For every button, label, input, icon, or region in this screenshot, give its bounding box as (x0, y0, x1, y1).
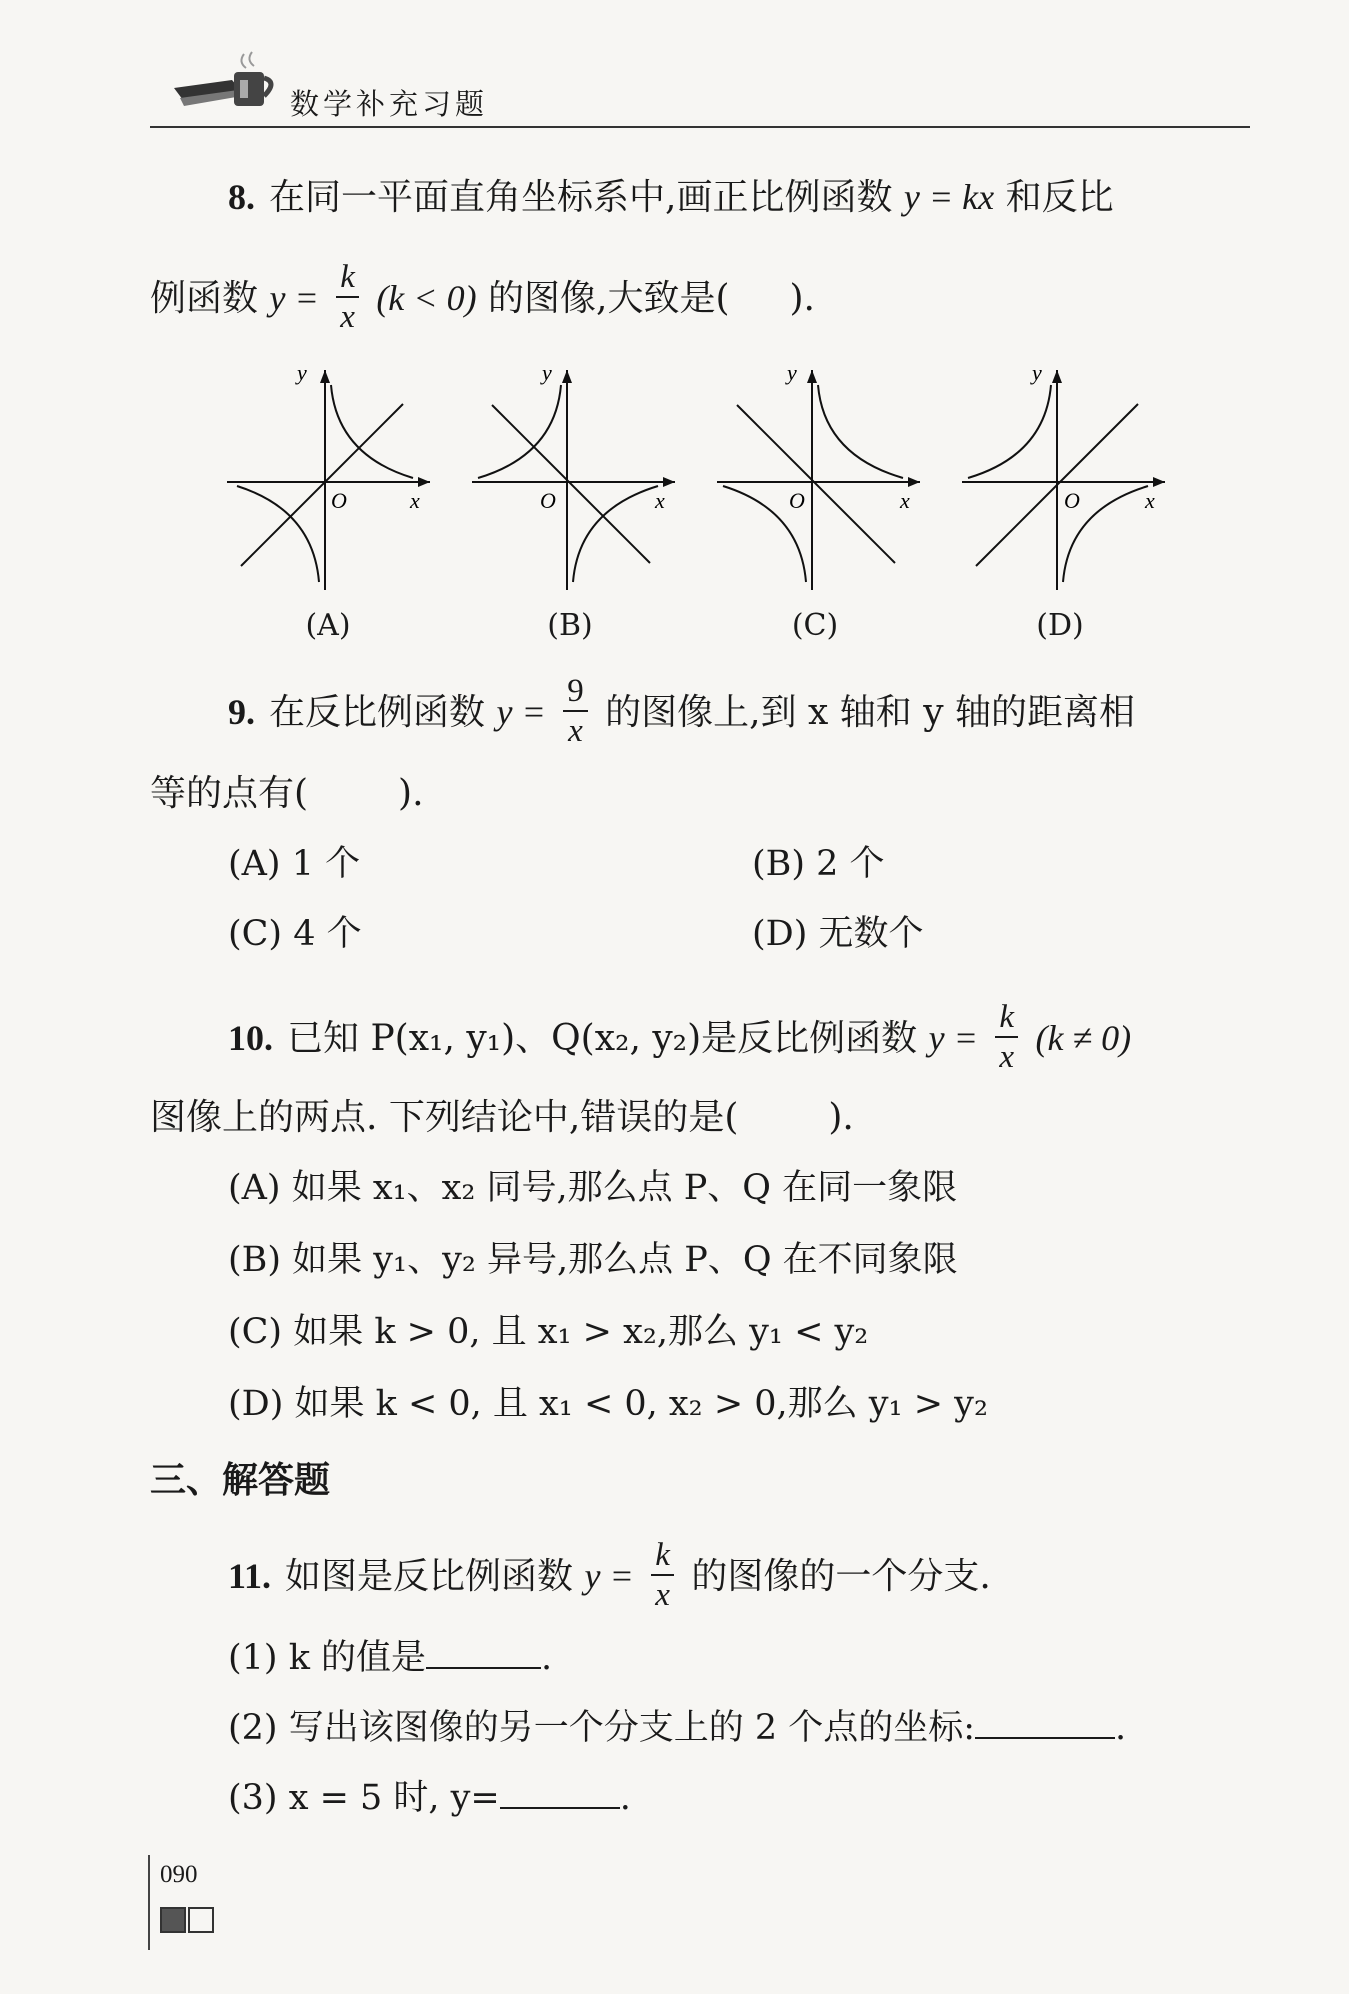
q9-option-c[interactable]: (C) 4 个 (228, 914, 362, 954)
answer-blank[interactable] (426, 1637, 541, 1669)
q11-sub2: (2) 写出该图像的另一个分支上的 2 个点的坐标: . (228, 1708, 1127, 1748)
q10-line1: 10. 已知 P(x₁, y₁)、Q(x₂, y₂)是反比例函数 y = $\frac{k}{x}$ (k ≠ 0) (228, 999, 1132, 1075)
graph-b-x-label: x (655, 488, 665, 513)
q10-line2: 图像上的两点. 下列结论中,错误的是( ). (150, 1097, 854, 1138)
fraction-9-over-x: $\frac{9}{x}$ (563, 672, 588, 750)
q9-line2: 等的点有( ). (150, 773, 424, 814)
q9-number: 9. (228, 692, 255, 732)
answer-blank[interactable] (975, 1707, 1115, 1739)
graph-a-origin: O (331, 488, 347, 513)
graph-a-y-label: y (297, 360, 307, 385)
graph-a[interactable] (225, 360, 435, 600)
graph-d[interactable] (960, 360, 1170, 600)
graph-a-label: (A) (305, 608, 351, 643)
q9-option-a[interactable]: (A) 1 个 (228, 844, 361, 884)
fraction-k-over-x: $\frac{k}{x}$ (336, 258, 359, 336)
graph-c-label: (C) (791, 608, 839, 643)
book-and-cup-icon (172, 50, 282, 120)
page-number: 090 (160, 1861, 198, 1888)
footer-bar (148, 1855, 150, 1950)
q9-option-d[interactable]: (D) 无数个 (752, 914, 924, 954)
graph-d-label: (D) (1036, 608, 1084, 643)
graph-d-plot (960, 360, 1170, 600)
q11-number: 11. (228, 1556, 272, 1596)
graph-c-x-label: x (900, 488, 910, 513)
graph-a-x-label: x (410, 488, 420, 513)
graph-d-x-label: x (1145, 488, 1155, 513)
answer-blank[interactable] (500, 1777, 620, 1809)
section-title: 三、解答题 (150, 1460, 331, 1501)
graph-b-origin: O (540, 488, 556, 513)
graph-a-plot (225, 360, 435, 600)
q10-option-d[interactable]: (D) 如果 k < 0, 且 x₁ < 0, x₂ > 0,那么 y₁ > y₂ (228, 1384, 988, 1424)
graph-c-y-label: y (787, 360, 797, 385)
q11-line1: 11. 如图是反比例函数 y = $\frac{k}{x}$ 的图像的一个分支. (228, 1537, 991, 1613)
book-title: 数学补充习题 (290, 87, 489, 121)
graph-c[interactable] (715, 360, 925, 600)
q10-option-a[interactable]: (A) 如果 x₁、x₂ 同号,那么点 P、Q 在同一象限 (228, 1168, 958, 1208)
q8-line1: 8. 在同一平面直角坐标系中,画正比例函数 y = kx 和反比 (228, 177, 1114, 218)
q10-number: 10. (228, 1018, 273, 1058)
fraction-k-over-x: $\frac{k}{x}$ (995, 998, 1018, 1076)
q11-sub1: (1) k 的值是 . (228, 1638, 553, 1678)
graph-b[interactable] (470, 360, 680, 600)
page-header (150, 40, 1250, 130)
header-rule (150, 126, 1250, 128)
footer-squares-icon (160, 1907, 220, 1937)
graph-b-plot (470, 360, 680, 600)
fraction-k-over-x: $\frac{k}{x}$ (651, 1536, 674, 1614)
q11-sub3: (3) x = 5 时, y= . (228, 1778, 631, 1818)
q9-option-b[interactable]: (B) 2 个 (752, 844, 885, 884)
q8-line2: 例函数 y = $\frac{k}{x}$ (k < 0) 的图像,大致是( ). (150, 259, 816, 335)
graph-c-plot (715, 360, 925, 600)
graph-b-y-label: y (542, 360, 552, 385)
q10-option-c[interactable]: (C) 如果 k > 0, 且 x₁ > x₂,那么 y₁ < y₂ (228, 1312, 869, 1352)
q8-number: 8. (228, 177, 255, 217)
q10-option-b[interactable]: (B) 如果 y₁、y₂ 异号,那么点 P、Q 在不同象限 (228, 1240, 958, 1280)
graph-d-origin: O (1064, 488, 1080, 513)
graph-b-label: (B) (547, 608, 593, 643)
graph-c-origin: O (789, 488, 805, 513)
q9-line1: 9. 在反比例函数 y = $\frac{9}{x}$ 的图像上,到 x 轴和 y 轴的距离相 (228, 673, 1136, 749)
graph-d-y-label: y (1032, 360, 1042, 385)
